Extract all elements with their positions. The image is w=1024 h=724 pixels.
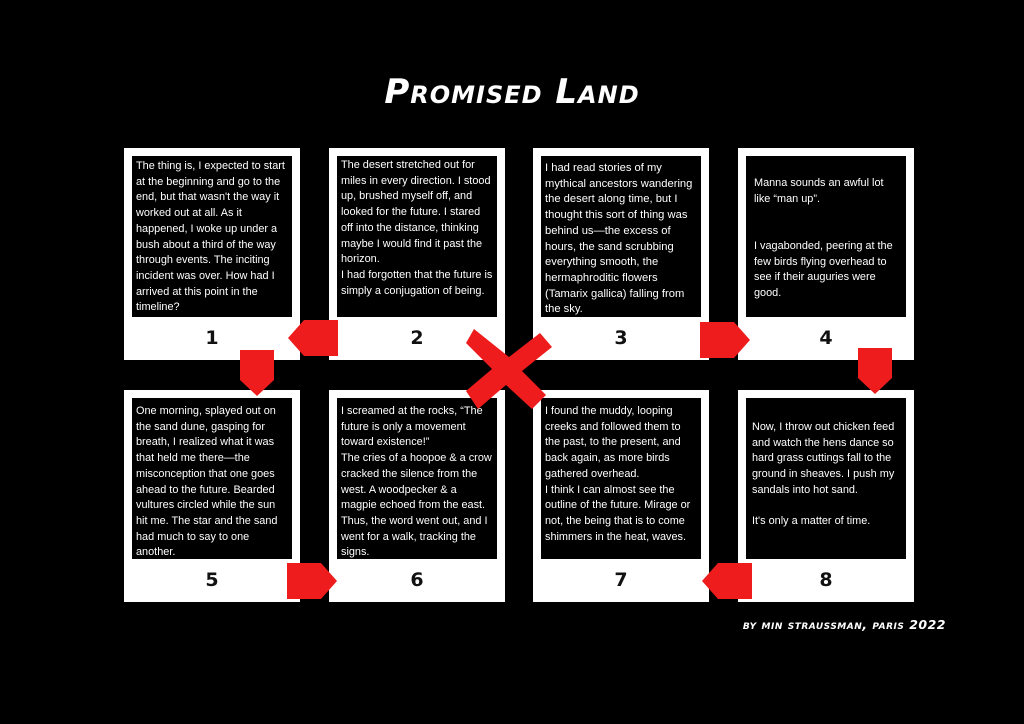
card-text: Manna sounds an awful lot like “man up”. I vagabonded, peering at the few birds flying overhead to see if their auguries were good.: [746, 156, 906, 317]
arrow-down-icon: [240, 350, 274, 396]
card-number: 4: [819, 327, 833, 349]
arrow-right-icon: [700, 322, 750, 358]
arrow-right-icon: [287, 563, 337, 599]
card-text: The desert stretched out for miles in every direction. I stood up, brushed myself off, and looked for the future. I stared off into the distance, thinking maybe I would find it past the horizon. I had forgotten that the future is simply a conjugation of being.: [337, 156, 497, 317]
story-card-8: [738, 390, 914, 602]
arrow-left-icon: [702, 563, 752, 599]
arrow-down-icon: [858, 348, 892, 394]
card-text: One morning, splayed out on the sand dune, gasping for breath, I realized what it was that held me there—the misconception that one goes ahead to the future. Bearded vultures circled while the sun hit me. The star and the sand had much to say to one another.: [132, 398, 292, 559]
cross-icon: [466, 329, 552, 409]
story-card-5: [124, 390, 300, 602]
card-text: Now, I throw out chicken feed and watch the hens dance so hard grass cuttings fall to the ground in sheaves. I push my sandals into hot sand. It's only a matter of time.: [746, 398, 906, 559]
story-card-6: [329, 390, 505, 602]
card-number: 1: [205, 327, 219, 349]
card-text: I screamed at the rocks, “The future is only a movement toward existence!” The cries of a hoopoe & a crow cracked the silence from the west. A woodpecker & a magpie echoed from the east. Thus, the word went out, and I went for a walk, tracking the signs.: [337, 398, 497, 559]
card-text: The thing is, I expected to start at the beginning and go to the end, but that wasn't the way it worked out at all. As it happened, I woke up under a bush about a third of the way through events. The inciting incident was over. How had I arrived at this point in the timeline?: [132, 156, 292, 317]
arrow-left-icon: [288, 320, 338, 356]
story-card-1: [124, 148, 300, 360]
card-number: 3: [614, 327, 628, 349]
story-card-7: [533, 390, 709, 602]
card-number: 6: [410, 569, 424, 591]
author-credit: by min straussman, paris 2022: [742, 617, 946, 632]
card-text: I had read stories of my mythical ancestors wandering the desert along time, but I thought this sort of thing was behind us—the excess of hours, the sand scrubbing everything smooth, the hermaphroditic flowers (Tamarix gallica) falling from the sky.: [541, 156, 701, 317]
card-number: 2: [410, 327, 424, 349]
story-card-4: [738, 148, 914, 360]
story-card-3: [533, 148, 709, 360]
card-number: 7: [614, 569, 628, 591]
card-number: 8: [819, 569, 833, 591]
card-number: 5: [205, 569, 219, 591]
page-title: Promised Land: [384, 72, 640, 112]
card-text: I found the muddy, looping creeks and followed them to the past, to the present, and back again, as more birds gathered overhead. I think I can almost see the outline of the future. Mirage or not, the being that is to come shimmers in the heat, waves.: [541, 398, 701, 559]
